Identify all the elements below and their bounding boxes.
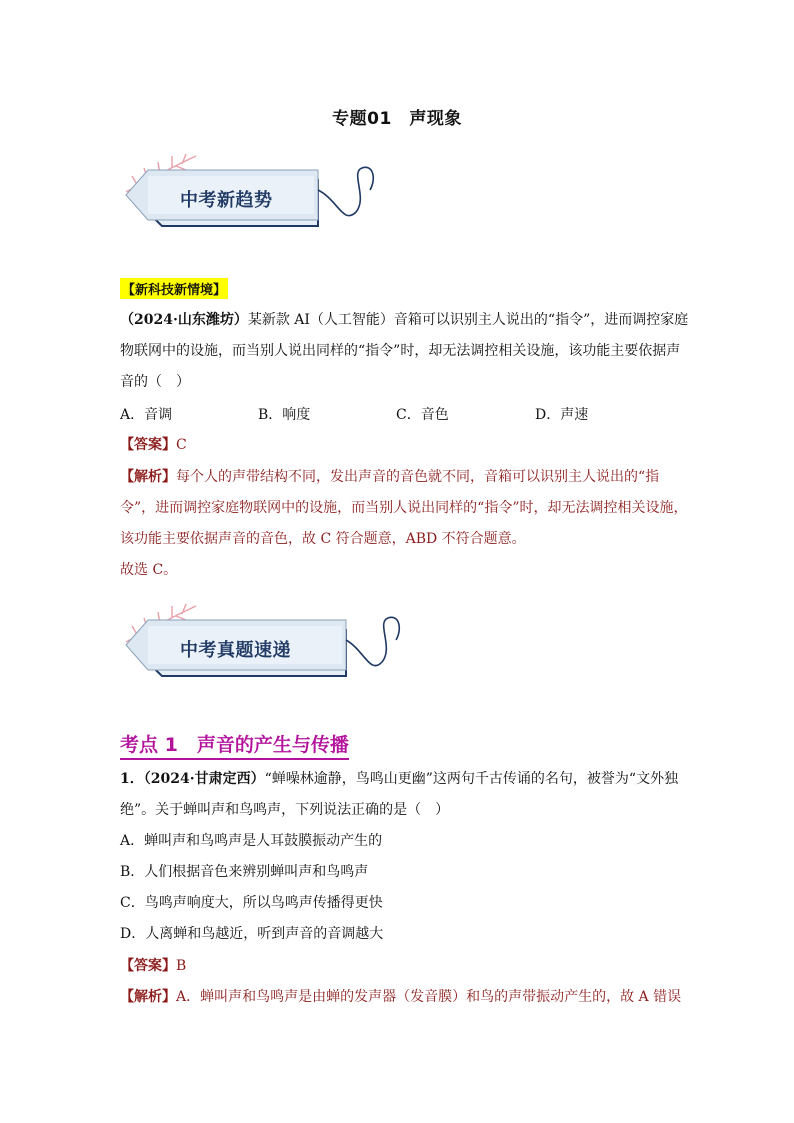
option-a: A．蝉叫声和鸟鸣声是人耳鼓膜振动产生的 — [120, 833, 383, 849]
section-banner-new-trends — [118, 150, 408, 250]
option-c: C．音色 — [396, 407, 449, 423]
question-line — [120, 310, 688, 330]
section-banner-real-exams — [118, 600, 408, 700]
kaodian-heading: 考点 1 声音的产生与传播 — [120, 730, 349, 760]
analysis-label: 【解析】 — [120, 989, 176, 1005]
question-text: “蝉噪林逾静，鸟鸣山更幽”这两句千古传诵的名句，被誉为“文外独 — [264, 771, 679, 787]
banner-label: 中考新趋势 — [180, 190, 273, 211]
option-c: C．鸟鸣声响度大，所以鸟鸣声传播得更快 — [120, 895, 383, 911]
question-line: 物联网中的设施，而当别人说出同样的“指令”时，却无法调控相关设施，该功能主要依据声 — [120, 343, 681, 359]
question-source: （2024·甘肃定西） — [143, 771, 265, 787]
analysis-line — [120, 467, 659, 487]
question-number: 1． — [120, 771, 144, 787]
question-text: 某新款 AI（人工智能）音箱可以识别主人说出的“指令”，进而调控家庭 — [247, 312, 689, 328]
question-source: （2024·山东潍坊） — [120, 312, 248, 328]
answer-value: C — [176, 437, 187, 453]
answer-line — [120, 435, 187, 455]
answer-value: B — [176, 958, 187, 974]
analysis-line: 令”，进而调控家庭物联网中的设施，而当别人说出同样的“指令”时，却无法调控相关设施， — [120, 500, 688, 516]
section-tag: 【新科技新情境】 — [120, 278, 228, 299]
answer-line — [120, 956, 186, 976]
analysis-text: 每个人的声带结构不同，发出声音的音色就不同，音箱可以识别主人说出的“指 — [176, 469, 660, 485]
option-b: B．人们根据音色来辨别蝉叫声和鸟鸣声 — [120, 864, 369, 880]
analysis-line: 故选 C。 — [120, 562, 178, 578]
analysis-line: 该功能主要依据声音的音色，故 C 符合题意，ABD 不符合题意。 — [120, 531, 526, 547]
option-a: A．音调 — [120, 407, 173, 423]
option-b: B．响度 — [258, 407, 311, 423]
question-line: 绝”。关于蝉叫声和鸟鸣声，下列说法正确的是（ ） — [120, 802, 450, 818]
question-line: 音的（ ） — [120, 374, 190, 390]
banner-label: 中考真题速递 — [180, 640, 291, 661]
option-d: D．人离蝉和鸟越近，听到声音的音调越大 — [120, 926, 384, 942]
page-title: 专题01 声现象 — [332, 109, 462, 129]
analysis-line — [120, 987, 681, 1007]
answer-label: 【答案】 — [120, 958, 176, 974]
analysis-text: A．蝉叫声和鸟鸣声是由蝉的发声器（发音膜）和鸟的声带振动产生的，故 A 错误 — [176, 989, 682, 1005]
option-d: D．声速 — [535, 407, 589, 423]
analysis-label: 【解析】 — [120, 469, 176, 485]
question-line — [120, 769, 678, 789]
answer-label: 【答案】 — [120, 437, 176, 453]
